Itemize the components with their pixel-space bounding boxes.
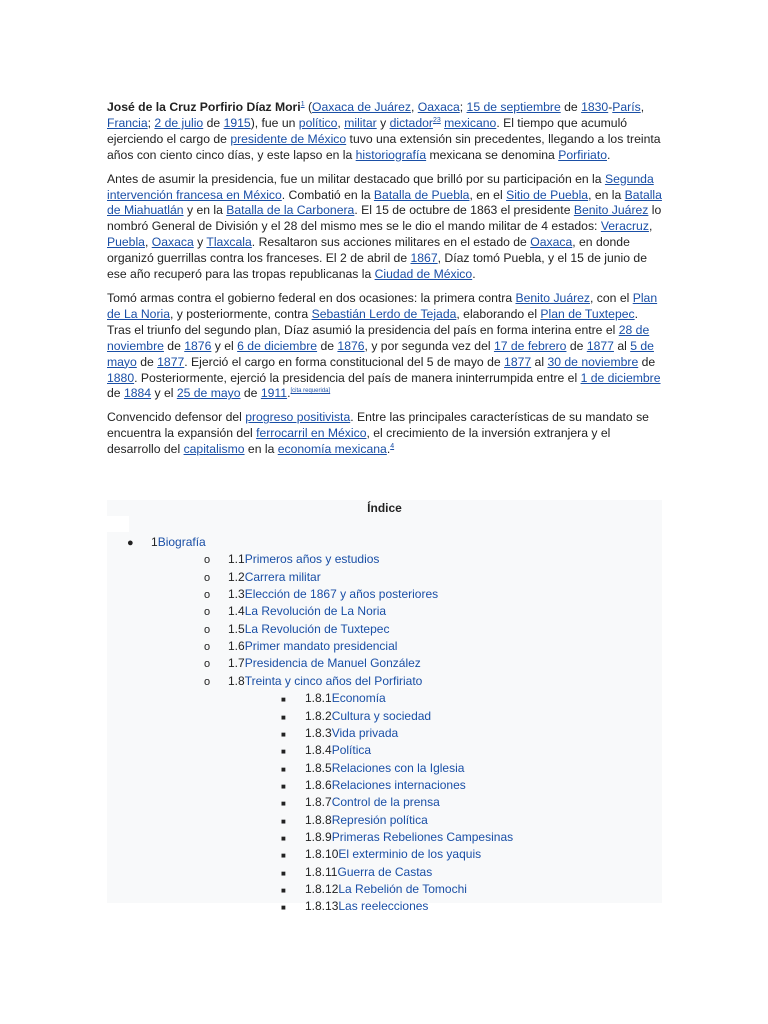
link-presidente-de-mexico[interactable]: presidente de México [230, 131, 347, 146]
link-1911[interactable]: 1911 [260, 386, 288, 401]
toc-item-link[interactable]: La Rebelión de Tomochi [338, 882, 467, 896]
list-bullet-icon: o [204, 623, 211, 636]
toc-item-number: 1.8.9 [305, 829, 332, 844]
toc-item-number: 1.8.5 [305, 760, 332, 775]
reference-link[interactable]: 3 [436, 116, 441, 124]
list-bullet-icon: ● [127, 537, 134, 549]
toc-item-link[interactable]: Biografía [157, 535, 206, 549]
link-1884[interactable]: 1884 [123, 386, 152, 401]
toc-item-link[interactable]: Relaciones con la Iglesia [331, 760, 465, 775]
toc-item-link[interactable]: Treinta y cinco años del Porfiriato [244, 673, 423, 688]
link-politico[interactable]: político [298, 115, 338, 130]
reference-link[interactable]: 1 [300, 100, 305, 108]
toc-item[interactable] [281, 830, 513, 846]
list-bullet-icon: ■ [281, 816, 286, 826]
toc-item[interactable] [281, 847, 481, 863]
table-of-contents [107, 500, 662, 914]
toc-item-number: 1.8.10 [305, 847, 339, 862]
list-bullet-icon: ■ [281, 695, 286, 705]
link-1915[interactable]: 1915 [223, 115, 251, 130]
toc-item[interactable] [127, 535, 206, 550]
intro-paragraph: José de la Cruz Porfirio Díaz Mori$^1$ (Oaxaca de Juárez, Oaxaca; 15 de septiembre de 1830-París, Francia; 2 de julio de 1915), fue un político, militar y dictador$^{23}$ mexicano. El tiempo que acumuló ejerciendo el cargo de presidente de México tuvo una extensión sin precedentes, llegando a los treinta años con ciento cinco días, y este lapso en la historiografía mexicana se denomina Porfiriato. [107, 100, 661, 162]
list-bullet-icon: ■ [281, 781, 286, 791]
list-bullet-icon: ■ [281, 851, 286, 861]
toc-item-link[interactable]: Represión política [331, 812, 428, 827]
toc-item[interactable] [281, 813, 428, 829]
toc-item-link[interactable]: Relaciones internaciones [331, 777, 466, 792]
link-5-de-mayo[interactable]: 5 de mayo [107, 338, 654, 369]
reference-link[interactable]: 4 [390, 443, 395, 451]
toc-item-number: 1.8.11 [305, 864, 338, 879]
toc-item[interactable] [204, 587, 438, 602]
link-15-de-septiembre[interactable]: 15 de septiembre [466, 100, 561, 114]
link-sebastian-lerdo[interactable]: Sebastián Lerdo de Tejada [311, 306, 457, 321]
toc-item-link[interactable]: La Revolución de La Noria [244, 604, 387, 619]
toc-item[interactable] [204, 656, 421, 671]
toc-item-number: 1.8.3 [305, 725, 332, 740]
toc-item[interactable] [281, 865, 432, 881]
toc-item-number: 1.8.4 [305, 743, 332, 758]
list-bullet-icon: ■ [281, 729, 286, 739]
link-batalla-de-puebla[interactable]: Batalla de Puebla [373, 187, 470, 202]
toc-item-link[interactable]: El exterminio de los yaquis [338, 847, 482, 862]
toc-item-link[interactable]: Vida privada [331, 725, 399, 740]
link-28-de-noviembre[interactable]: 28 de noviembre [107, 322, 650, 353]
link-oaxaca-de-juarez[interactable]: Oaxaca de Juárez [312, 100, 411, 114]
link-1877-b[interactable]: 1877 [157, 354, 185, 369]
link-25-de-mayo[interactable]: 25 de mayo [176, 386, 241, 401]
link-1876[interactable]: 1876 [184, 338, 212, 353]
toc-item[interactable] [204, 622, 389, 637]
link-segunda-intervencion[interactable]: Segunda intervención francesa en México [107, 171, 654, 202]
list-bullet-icon: o [204, 658, 211, 671]
toc-item[interactable] [281, 726, 398, 742]
toc-item-number: 1.3 [228, 587, 245, 602]
link-17-de-febrero[interactable]: 17 de febrero [493, 338, 567, 353]
toc-item-number: 1.8.2 [305, 708, 332, 723]
list-bullet-icon: ■ [281, 903, 286, 913]
link-batalla-de-la-carbonera[interactable]: Batalla de la Carbonera [226, 203, 355, 218]
link-ciudad-de-mexico[interactable]: Ciudad de México [374, 267, 473, 282]
list-bullet-icon: ■ [281, 712, 286, 722]
list-bullet-icon: ■ [281, 764, 286, 774]
toc-item-link[interactable]: Política [331, 743, 372, 758]
toc-item-number: 1.8.7 [305, 795, 332, 810]
link-1880[interactable]: 1880 [107, 370, 135, 385]
toc-item-link[interactable]: Guerra de Castas [337, 864, 433, 879]
list-bullet-icon: o [204, 554, 211, 567]
link-francia[interactable]: Francia [107, 115, 148, 130]
list-bullet-icon: ■ [281, 868, 286, 878]
link-30-de-noviembre[interactable]: 30 de noviembre [547, 354, 639, 369]
link-6-de-diciembre[interactable]: 6 de diciembre [237, 338, 318, 353]
toc-item[interactable] [204, 570, 321, 585]
list-bullet-icon: o [204, 589, 211, 602]
link-capitalismo[interactable]: capitalismo [183, 442, 245, 457]
link-sitio-de-puebla[interactable]: Sitio de Puebla [506, 187, 589, 202]
list-bullet-icon: o [204, 571, 211, 584]
reference-link[interactable]: 2 [432, 116, 437, 124]
toc-item-number: 1.2 [228, 569, 245, 584]
toc-item-number: 1.8.1 [305, 691, 332, 706]
link-plan-de-la-noria[interactable]: Plan de La Noria [107, 290, 658, 321]
link-dictador[interactable]: dictador [389, 115, 433, 130]
toc-item-number: 1.7 [228, 656, 245, 671]
toc-item-link[interactable]: Primer mandato presidencial [244, 639, 398, 654]
link-oaxaca[interactable]: Oaxaca [417, 100, 460, 114]
list-bullet-icon: o [204, 641, 211, 654]
list-bullet-icon: o [204, 675, 211, 688]
link-veracruz[interactable]: Veracruz [600, 219, 649, 234]
toc-item[interactable] [281, 761, 464, 777]
toc-item[interactable] [204, 639, 397, 654]
toc-item-link[interactable]: Presidencia de Manuel González [244, 656, 421, 671]
link-1876-b[interactable]: 1876 [337, 338, 365, 353]
mandate-paragraph: Convencido defensor del progreso positivista. Entre las principales características de su mandato se encuentra la expansión del ferrocarril en México, el crecimiento de la inversión extranjera y el desarrollo del capitalismo en la economía mexicana.$^4$ [107, 410, 649, 457]
toc-item[interactable] [281, 795, 440, 811]
link-batalla-de-miahuatlan[interactable]: Batalla de Miahuatlán [107, 187, 662, 218]
list-bullet-icon: ■ [281, 799, 286, 809]
link-1867[interactable]: 1867 [410, 251, 438, 266]
toc-item[interactable] [281, 778, 466, 794]
toc-item-link[interactable]: Cultura y sociedad [331, 708, 432, 723]
toc-item[interactable] [281, 691, 386, 707]
toc-item[interactable] [281, 899, 428, 915]
link-oaxaca-guerrillas[interactable]: Oaxaca [530, 235, 573, 250]
toc-title: Índice [367, 501, 402, 515]
citation-needed-link[interactable]: [cita requerida] [290, 388, 331, 395]
toc-item-number: 1.8.8 [305, 812, 332, 827]
link-1877[interactable]: 1877 [586, 338, 614, 353]
toc-item[interactable] [281, 882, 467, 898]
list-bullet-icon: ■ [281, 747, 286, 757]
toc-item-number: 1.5 [228, 621, 245, 636]
toc-item-number: 1.6 [228, 639, 245, 654]
link-ferrocarril-en-mexico[interactable]: ferrocarril en México [256, 426, 367, 441]
toc-item[interactable] [204, 674, 422, 689]
toc-item-number: 1.8.12 [305, 882, 339, 896]
link-historiografia[interactable]: historiografía [355, 147, 427, 162]
toc-item-number: 1.1 [228, 552, 245, 567]
link-1-de-diciembre[interactable]: 1 de diciembre [580, 370, 661, 385]
link-1830[interactable]: 1830 [581, 100, 609, 114]
toc-item-link[interactable]: Primeras Rebeliones Campesinas [331, 829, 514, 844]
list-bullet-icon: ■ [281, 833, 286, 843]
link-mexicano[interactable]: mexicano [444, 115, 497, 130]
link-benito-juarez-2[interactable]: Benito Juárez [515, 290, 591, 305]
link-puebla[interactable]: Puebla [107, 235, 145, 250]
toc-item-number: 1.8.13 [305, 899, 339, 914]
link-tlaxcala[interactable]: Tlaxcala [206, 235, 252, 250]
link-plan-de-tuxtepec[interactable]: Plan de Tuxtepec [540, 306, 635, 321]
article-body [107, 100, 662, 466]
military-career-paragraph: Antes de asumir la presidencia, fue un militar destacado que brilló por su participación en la Segunda intervención francesa en México. Combatió en la Batalla de Puebla, en el Sitio de Puebla, en la Batalla de Miahuatlán y en la Batalla de la Carbonera. El 15 de octubre de 1863 el presidente Benito Juárez lo nombró General de División y el 28 del mismo mes se le dio el mando militar de 4 estados: Veracruz, Puebla, Oaxaca y Tlaxcala. Resaltaron sus acciones militares en el estado de Oaxaca, en donde organizó guerrillas contra los franceses. El 2 de abril de 1867, Díaz tomó Puebla, y el 15 de junio de ese año recuperó para las tropas republicanas la Ciudad de México. [107, 171, 662, 282]
toc-item-link[interactable]: Las reelecciones [338, 899, 429, 914]
toc-item-link[interactable]: Economía [331, 691, 386, 706]
toc-item-link[interactable]: Control de la prensa [331, 795, 440, 810]
list-bullet-icon: ■ [281, 886, 286, 895]
link-oaxaca-state[interactable]: Oaxaca [151, 235, 194, 250]
toc-item[interactable] [204, 604, 386, 619]
toc-item-link[interactable]: Primeros años y estudios [244, 552, 380, 567]
toc-item[interactable] [281, 709, 431, 725]
toc-item[interactable] [204, 552, 379, 567]
toc-item-link[interactable]: Elección de 1867 y años posteriores [244, 587, 439, 602]
toc-item-number: 1.8.6 [305, 777, 332, 792]
article-subject-name: José de la Cruz Porfirio Díaz Mori [107, 100, 301, 114]
link-progreso-positivista[interactable]: progreso positivista [245, 410, 351, 425]
toc-item-link[interactable]: La Revolución de Tuxtepec [244, 621, 390, 636]
link-economia-mexicana[interactable]: economía mexicana [277, 442, 387, 457]
toc-item-number: 1.4 [228, 604, 245, 619]
toc-item-number: 1 [151, 535, 158, 549]
link-benito-juarez[interactable]: Benito Juárez [573, 203, 649, 218]
toc-item-link[interactable]: Carrera militar [244, 569, 321, 584]
toc-item-number: 1.8 [228, 673, 245, 688]
link-porfiriato[interactable]: Porfiriato [558, 147, 607, 162]
link-1877-c[interactable]: 1877 [504, 354, 532, 369]
presidency-paragraph: Tomó armas contra el gobierno federal en dos ocasiones: la primera contra Benito Juárez, con el Plan de La Noria, y posteriormente, contra Sebastián Lerdo de Tejada, elaborando el Plan de Tuxtepec. Tras el triunfo del segundo plan, Díaz asumió la presidencia del país en forma interina entre el 28 de noviembre de 1876 y el 6 de diciembre de 1876, y por segunda vez del 17 de febrero de 1877 al 5 de mayo de 1877. Ejerció el cargo en forma constitucional del 5 de mayo de 1877 al 30 de noviembre de 1880. Posteriormente, ejerció la presidencia del país de manera ininterrumpida entre el 1 de diciembre de 1884 y el 25 de mayo de 1911.[cita requerida] [107, 290, 661, 401]
link-militar[interactable]: militar [344, 115, 377, 130]
list-bullet-icon: o [204, 606, 211, 619]
toc-item[interactable] [281, 743, 371, 759]
link-2-de-julio[interactable]: 2 de julio [154, 115, 204, 130]
link-paris[interactable]: París [612, 100, 641, 114]
